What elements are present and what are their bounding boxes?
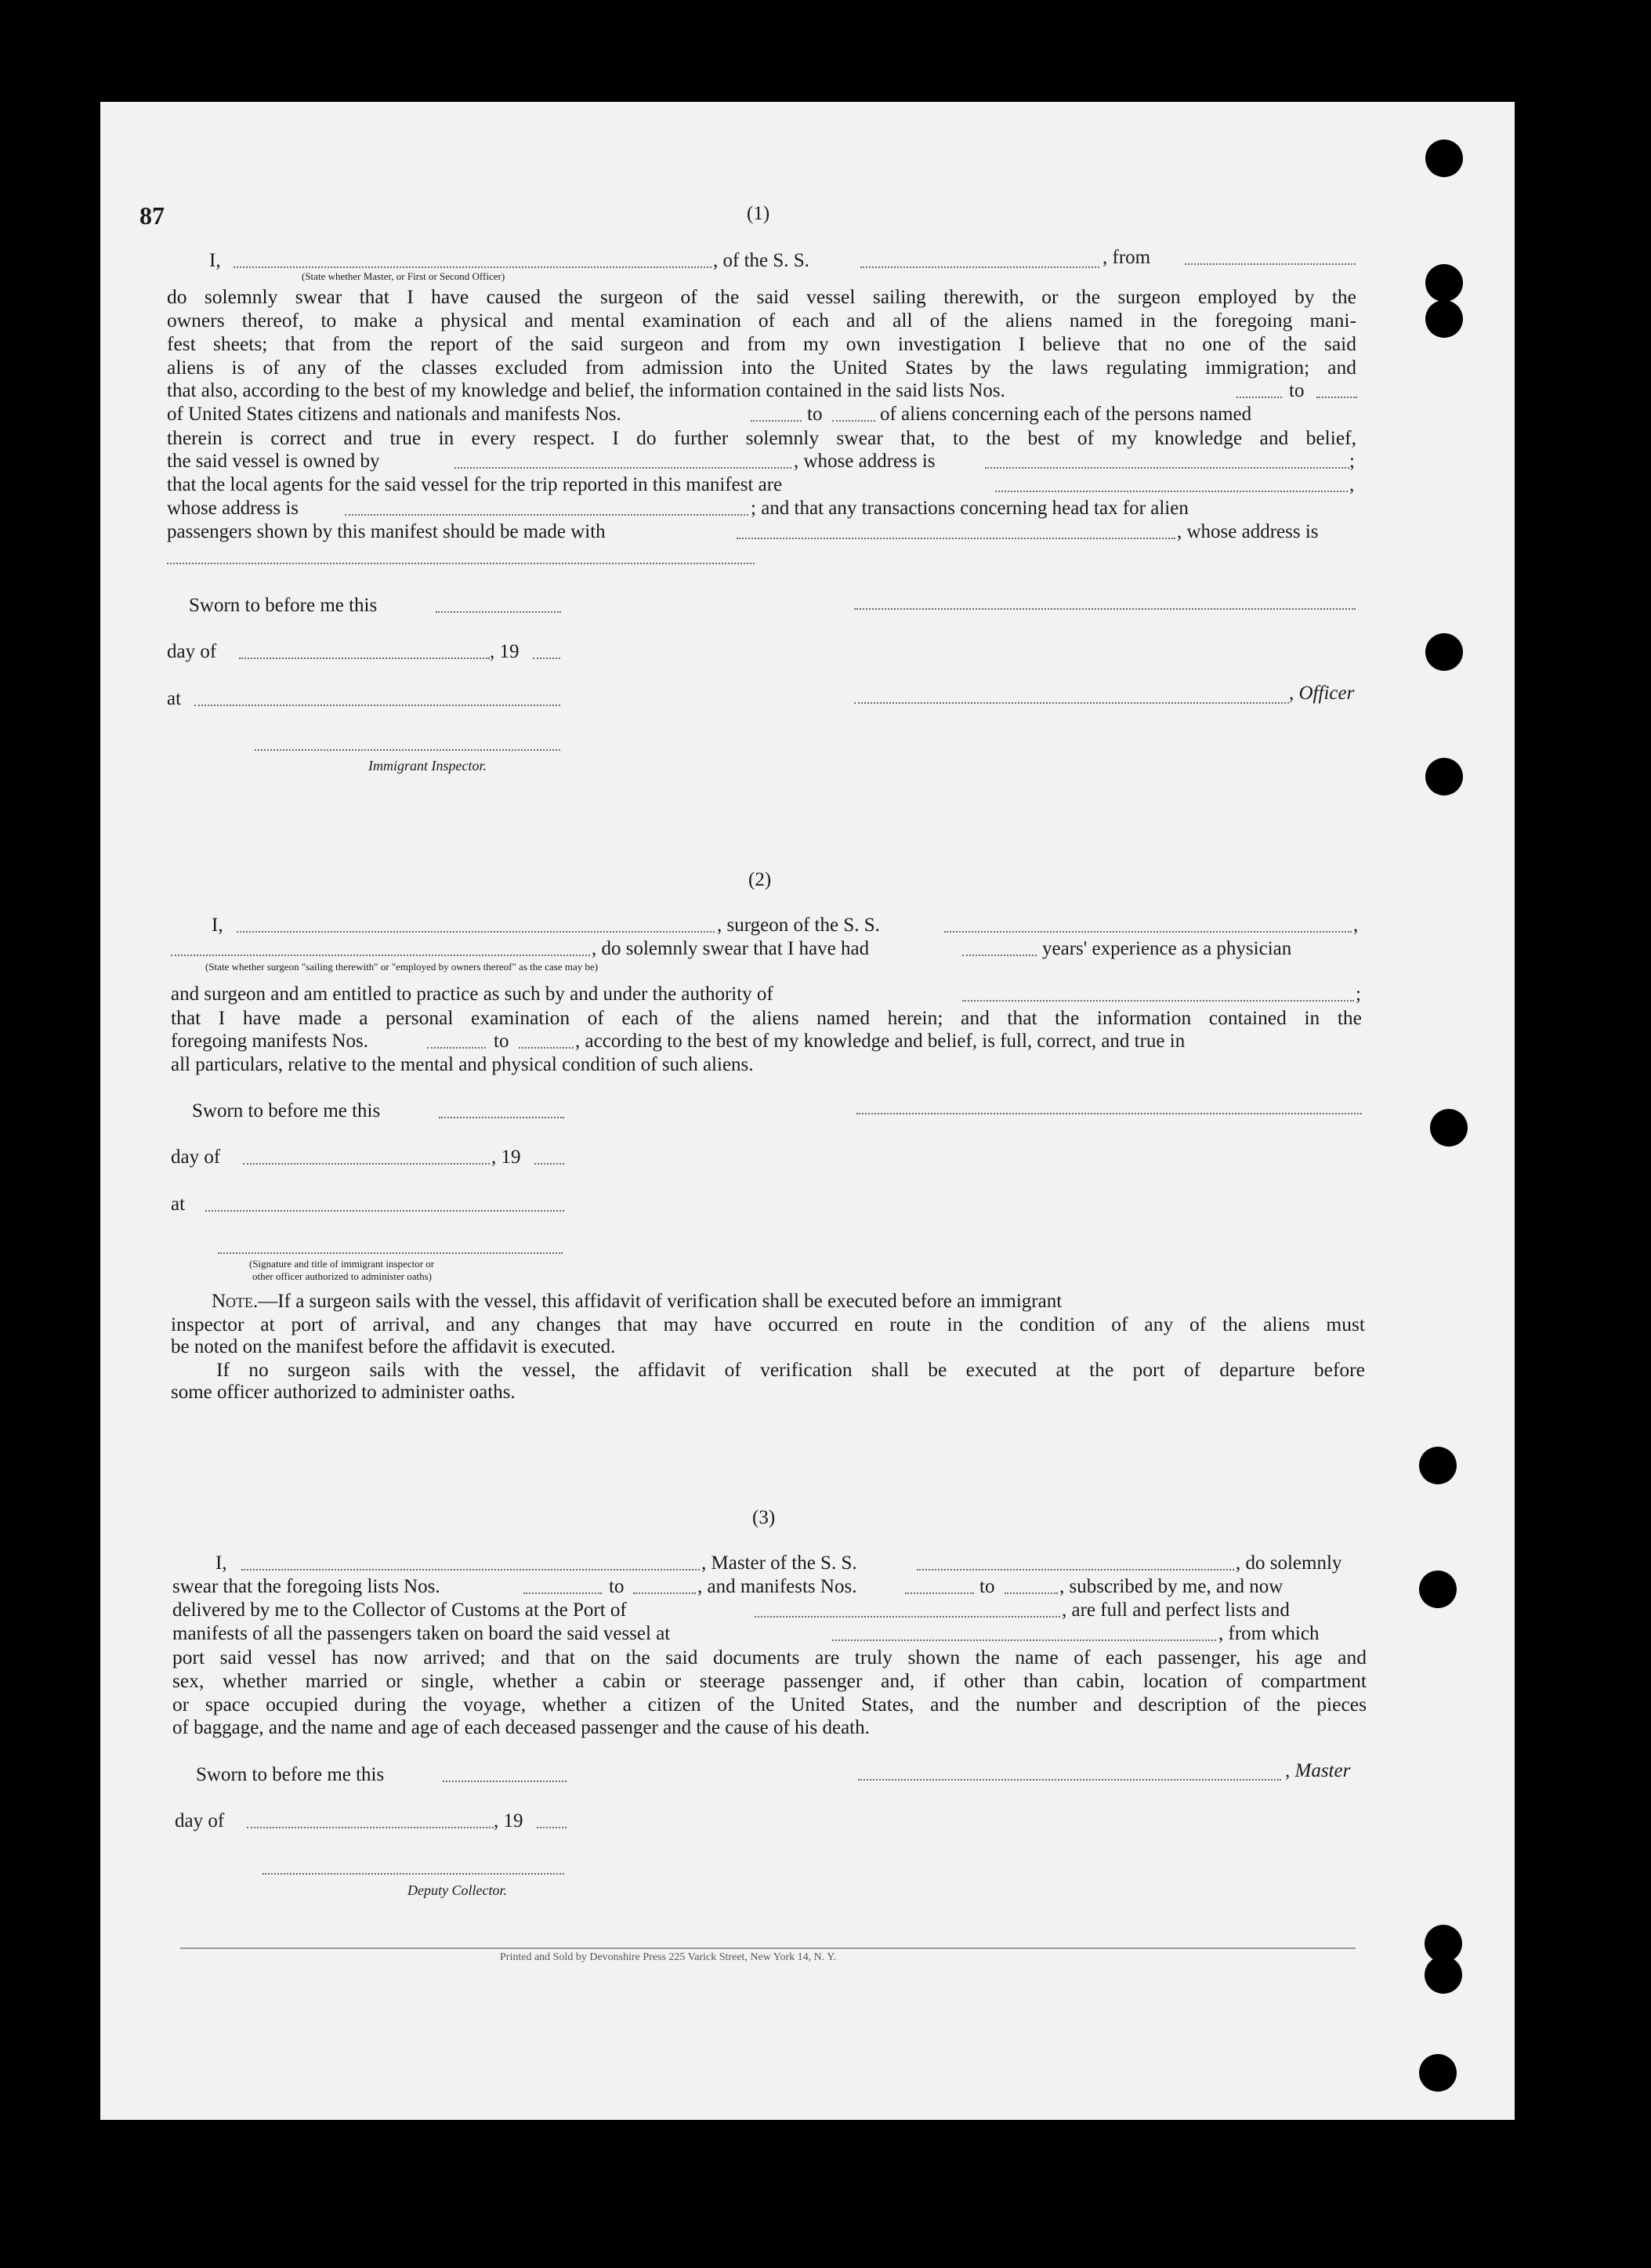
section-1-to: to [807,404,823,425]
section-2-experience: years' experience as a physician [1042,938,1292,959]
deputy-signature-blank [262,1873,564,1875]
section-2-swear: , do solemnly swear that I have had [592,938,870,959]
section-2-authority: and surgeon and am entitled to practice as such by and under the authority of [171,984,773,1005]
master-name-blank [241,1569,700,1571]
section-3-number: (3) [752,1507,776,1528]
section-3-line: of baggage, and the name and age of each deceased passenger and the cause of his death. [172,1717,870,1738]
surgeon-signature-blank [856,1113,1362,1114]
section-3-line: or space occupied during the voyage, whether a citizen of the United States, and the number and description of the pieces [172,1693,1367,1715]
section-1-head-tax: ; and that any transactions concerning head tax for alien [751,498,1189,519]
section-2-according: , according to the best of my knowledge and belief, is full, correct, and true in [575,1031,1186,1052]
section-3-deputy: Deputy Collector. [407,1882,507,1898]
section-1-whose-address-2: , whose address is [1177,521,1319,542]
section-3-year: , 19 [494,1810,523,1831]
section-1-at: at [167,688,182,709]
section-3-master: , Master [1285,1760,1351,1781]
section-3-day-of: day of [175,1810,225,1831]
punctuation: ; [1349,451,1355,472]
punctuation: ; [1356,984,1361,1005]
surgeon-day-blank [243,1163,490,1165]
surgeon-ship-blank [944,931,1352,933]
section-3-manifests-of-all: manifests of all the passengers taken on board the said vessel at [172,1623,671,1644]
officer-rank-blank [234,266,711,268]
surgeon-status-blank [171,955,590,956]
section-3-master-of: , Master of the S. S. [701,1552,857,1574]
section-1-line: fest sheets; that from the report of the said surgeon and from my own investigation I believe that no one of the said [167,332,1356,355]
section-1-whose-address: , whose address is [794,451,936,472]
surgeon-place-blank [205,1210,564,1212]
page-mark: 87 [139,201,165,230]
section-3-do-solemnly: , do solemnly [1236,1552,1342,1574]
section-2-note2-line: some officer authorized to administer oaths. [171,1382,516,1403]
section-1-line: the said vessel is owned by [167,451,380,472]
master-signature-blank [858,1779,1281,1781]
master-year-blank [537,1827,567,1828]
section-1-line: that also, according to the best of my knowledge and belief, the information contained in the said lists Nos. [167,380,1005,401]
punch-hole [1419,1571,1457,1608]
officer-signature-blank [854,608,1356,610]
inspector-signature-blank-2 [218,1252,563,1254]
footer-imprint: Printed and Sold by Devonshire Press 225 Varick Street, New York 14, N. Y. [500,1951,837,1963]
section-1-inspector: Immigrant Inspector. [368,758,487,774]
punch-hole [1419,1447,1457,1484]
punch-hole [1425,300,1463,338]
punctuation: , [1349,474,1355,495]
year-blank [533,658,560,659]
section-1-line: therein is correct and true in every respect. I do further solemnly swear that, to the best of my knowledge and belief, [167,426,1356,449]
authority-blank [962,1000,1354,1002]
punch-hole [1425,633,1463,671]
master-day-blank [247,1827,494,1828]
section-2-at: at [171,1194,186,1215]
section-3-i: I, [215,1552,227,1574]
head-tax-agent-blank [737,538,1175,539]
section-2-note2-line: If no surgeon sails with the vessel, the affidavit of verification shall be executed at the port of departure before [216,1358,1365,1381]
section-2-i: I, [212,915,223,936]
agents-address-blank [345,514,748,516]
day-blank [239,658,490,659]
section-3-delivered: delivered by me to the Collector of Customs at the Port of [172,1600,627,1621]
punch-hole [1425,264,1463,302]
head-tax-address-blank [167,563,755,564]
footer-rule [180,1947,1356,1949]
section-1-year: , 19 [490,641,520,662]
port-blank [755,1616,1060,1618]
section-1-caption: (State whether Master, or First or Second Officer) [302,270,505,282]
section-3-to-1: to [609,1576,625,1597]
section-1-line: aliens is of any of the classes excluded from admission into the United States by the laws regulating immigration; and [167,356,1356,379]
surgeon-manifests-to-blank [519,1047,574,1049]
sworn-date-blank [436,611,561,613]
section-1-line: that the local agents for the said vessel for the trip reported in this manifest are [167,474,783,495]
section-2-note-line-1 [212,1290,1365,1313]
owner-blank [454,467,791,469]
section-3-from-which: , from which [1218,1623,1320,1644]
punch-hole [1425,139,1463,177]
section-1-officer: , Officer [1289,683,1355,704]
section-2-to: to [494,1031,509,1052]
section-1-from: , from [1102,247,1151,268]
from-port-blank [1185,263,1356,265]
section-3-full-lists: , are full and perfect lists and [1062,1600,1290,1621]
section-1-line: do solemnly swear that I have caused the surgeon of the said vessel sailing therewith, or the surgeon employed by the [167,285,1356,308]
section-3-to-2: to [979,1576,995,1597]
master-lists-to-blank [633,1592,696,1594]
manifests-to-blank [832,420,875,422]
master-sworn-blank [443,1781,567,1782]
section-1-line: owners thereof, to make a physical and mental examination of each and all of the aliens named in the foregoing mani- [167,309,1356,332]
section-1-of-ss: , of the S. S. [713,250,809,271]
section-1-i: I, [209,250,221,271]
section-2-sig-caption-2: other officer authorized to administer oaths) [252,1270,432,1282]
master-manifests-to-blank [1005,1592,1058,1594]
inspector-signature-blank [255,749,560,751]
section-2-surgeon-of: , surgeon of the S. S. [717,915,880,936]
ship-name-blank [860,266,1099,268]
lists-from-blank [1236,397,1282,398]
master-lists-from-blank [523,1592,602,1594]
punch-hole [1430,1109,1468,1147]
section-3-swear: swear that the foregoing lists Nos. [172,1576,440,1597]
section-2-day-of: day of [171,1147,221,1168]
place-blank [194,705,560,706]
punch-hole [1419,2054,1457,2092]
punch-hole [1425,758,1463,795]
section-1-number: (1) [747,203,770,224]
section-3-subscribed: , subscribed by me, and now [1059,1576,1284,1597]
surgeon-year-blank [534,1163,564,1165]
section-2-number: (2) [748,869,772,890]
section-2-sworn: Sworn to before me this [192,1100,381,1121]
punch-hole [1425,1956,1462,1994]
years-blank [962,955,1037,956]
section-2-caption: (State whether surgeon "sailing therewith" or "employed by owners thereof" as the case may be) [205,961,599,973]
officer-title-blank [854,702,1289,704]
section-3-line: port said vessel has now arrived; and that on the said documents are truly shown the name of each passenger, his age and [172,1646,1367,1668]
section-3-line: sex, whether married or single, whether a cabin or steerage passenger and, if other than cabin, location of compartment [172,1669,1367,1692]
section-2-line: all particulars, relative to the mental and physical condition of such aliens. [171,1054,754,1075]
section-2-year: , 19 [491,1147,521,1168]
master-ship-blank [917,1569,1234,1571]
section-1-aliens-concerning: of aliens concerning each of the persons named [880,404,1252,425]
note-label: Note. [212,1291,259,1312]
owner-address-blank [985,467,1349,469]
section-3-sworn: Sworn to before me this [196,1764,385,1785]
section-2-note-line: inspector at port of arrival, and any changes that may have occurred en route in the condition of any of the aliens must [171,1313,1365,1335]
section-1-to: to [1289,380,1305,401]
section-1-line: of United States citizens and nationals and manifests Nos. [167,404,621,425]
section-1-day-of: day of [167,641,217,662]
section-2-note-line: be noted on the manifest before the affidavit is executed. [171,1336,616,1357]
section-1-line: whose address is [167,498,299,519]
section-2-sig-caption-1: (Signature and title of immigrant inspector or [249,1258,435,1270]
section-1-sworn: Sworn to before me this [189,595,378,616]
section-1-line: passengers shown by this manifest should be made with [167,521,606,542]
note-text: —If a surgeon sails with the vessel, this affidavit of verification shall be executed before an immigrant [258,1291,1063,1312]
lists-to-blank [1316,397,1357,398]
departure-port-blank [832,1639,1216,1641]
punctuation: , [1353,915,1359,936]
section-2-manifests: foregoing manifests Nos. [171,1031,369,1052]
agents-blank [995,491,1348,492]
surgeon-manifests-from-blank [427,1047,486,1049]
master-manifests-from-blank [905,1592,974,1594]
manifests-from-blank [751,420,802,422]
surgeon-sworn-blank [439,1117,564,1118]
surgeon-name-blank [237,931,715,933]
section-3-manifests: , and manifests Nos. [697,1576,857,1597]
section-2-line: that I have made a personal examination of each of the aliens named herein; and that the information contained in the [171,1006,1362,1029]
